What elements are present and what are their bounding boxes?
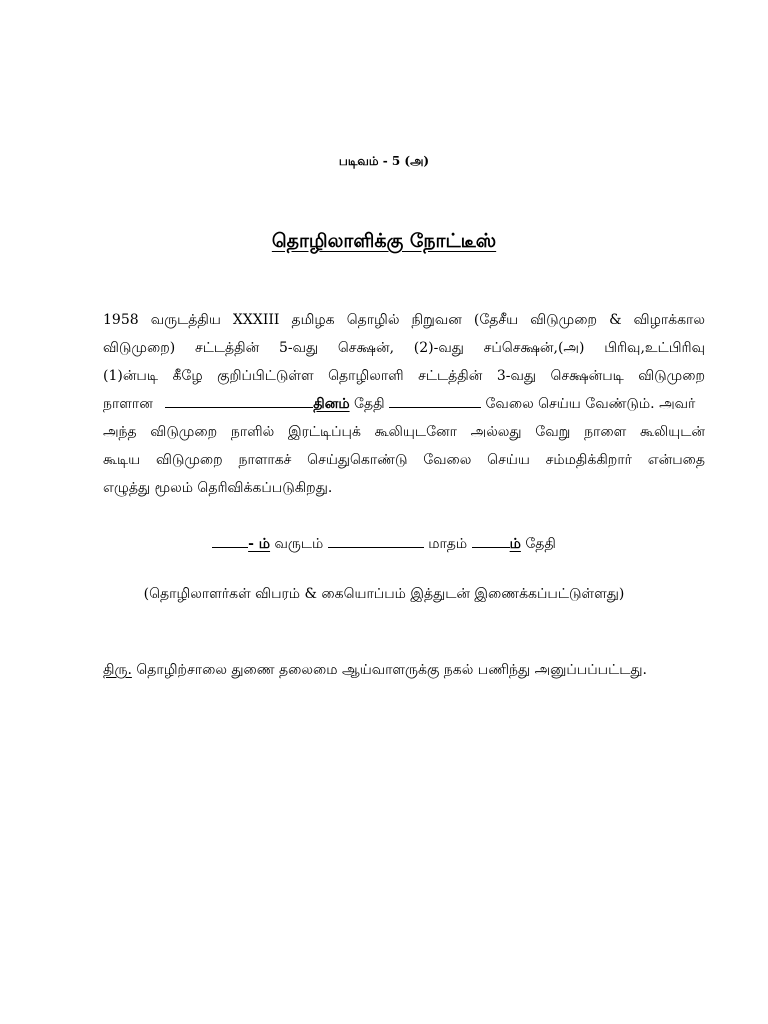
- body-line-6: கூடிய விடுமுறை நாளாகச் செய்துகொண்டு வேலை செய்ய சம்மதிக்கிறார் என்பதை: [103, 452, 705, 468]
- day-label: தேதி: [525, 536, 556, 552]
- year-suffix: - ம்: [248, 536, 271, 552]
- attachment-note: (தொழிலாளர்கள் விபரம் & கையொப்பம் இத்துடன் இணைக்கப்பட்டுள்ளது): [143, 586, 625, 602]
- holiday-date-blank: [389, 391, 481, 408]
- document-title-text: தொழிலாளிக்கு நோட்டீஸ்: [271, 230, 497, 252]
- year-blank: [212, 531, 248, 548]
- document-title: [0, 230, 768, 255]
- dinam-label: தினம்: [313, 396, 350, 412]
- body-line-7: எழுத்து மூலம் தெரிவிக்கப்படுகிறது.: [103, 480, 333, 496]
- honorific: திரு.: [103, 662, 132, 678]
- copy-to-line: [103, 662, 723, 680]
- body-line-4: [103, 390, 705, 418]
- body-line-2: விடுமுறை) சட்டத்தின் 5-வது செக்ஷன், (2)-வது சப்செக்ஷன்,(அ) பிரிவு,உட்பிரிவு: [103, 340, 705, 356]
- year-label: வருடம்: [274, 536, 324, 552]
- notice-body: [103, 306, 705, 502]
- body-line-4-start: நாளான: [103, 396, 153, 412]
- body-line-5: அந்த விடுமுறை நாளில் இரட்டிப்புக் கூலியுடனோ அல்லது வேறு நாளை கூலியுடன்: [103, 424, 705, 440]
- month-label: மாதம்: [428, 536, 468, 552]
- copy-to-text: தொழிற்சாலை துணை தலைமை ஆய்வாளருக்கு நகல் பணிந்து அனுப்பப்பட்டது.: [136, 662, 647, 678]
- body-line-4-end: வேலை செய்ய வேண்டும். அவர்: [485, 396, 696, 412]
- day-blank: [472, 531, 510, 548]
- month-blank: [328, 531, 424, 548]
- holiday-name-blank: [165, 391, 313, 408]
- form-number: படிவம் - 5 (அ): [338, 154, 430, 168]
- day-suffix: ம்: [509, 536, 521, 552]
- date-label: தேதி: [354, 396, 385, 412]
- body-line-3: (1)ன்படி கீழே குறிப்பிட்டுள்ள தொழிலாளி சட்டத்தின் 3-வது செக்ஷன்படி விடுமுறை: [103, 368, 705, 384]
- signing-date-line: [0, 531, 768, 554]
- body-line-1: 1958 வருடத்திய XXXIII தமிழக தொழில் நிறுவன (தேசீய விடுமுறை & விழாக்கால: [103, 312, 705, 328]
